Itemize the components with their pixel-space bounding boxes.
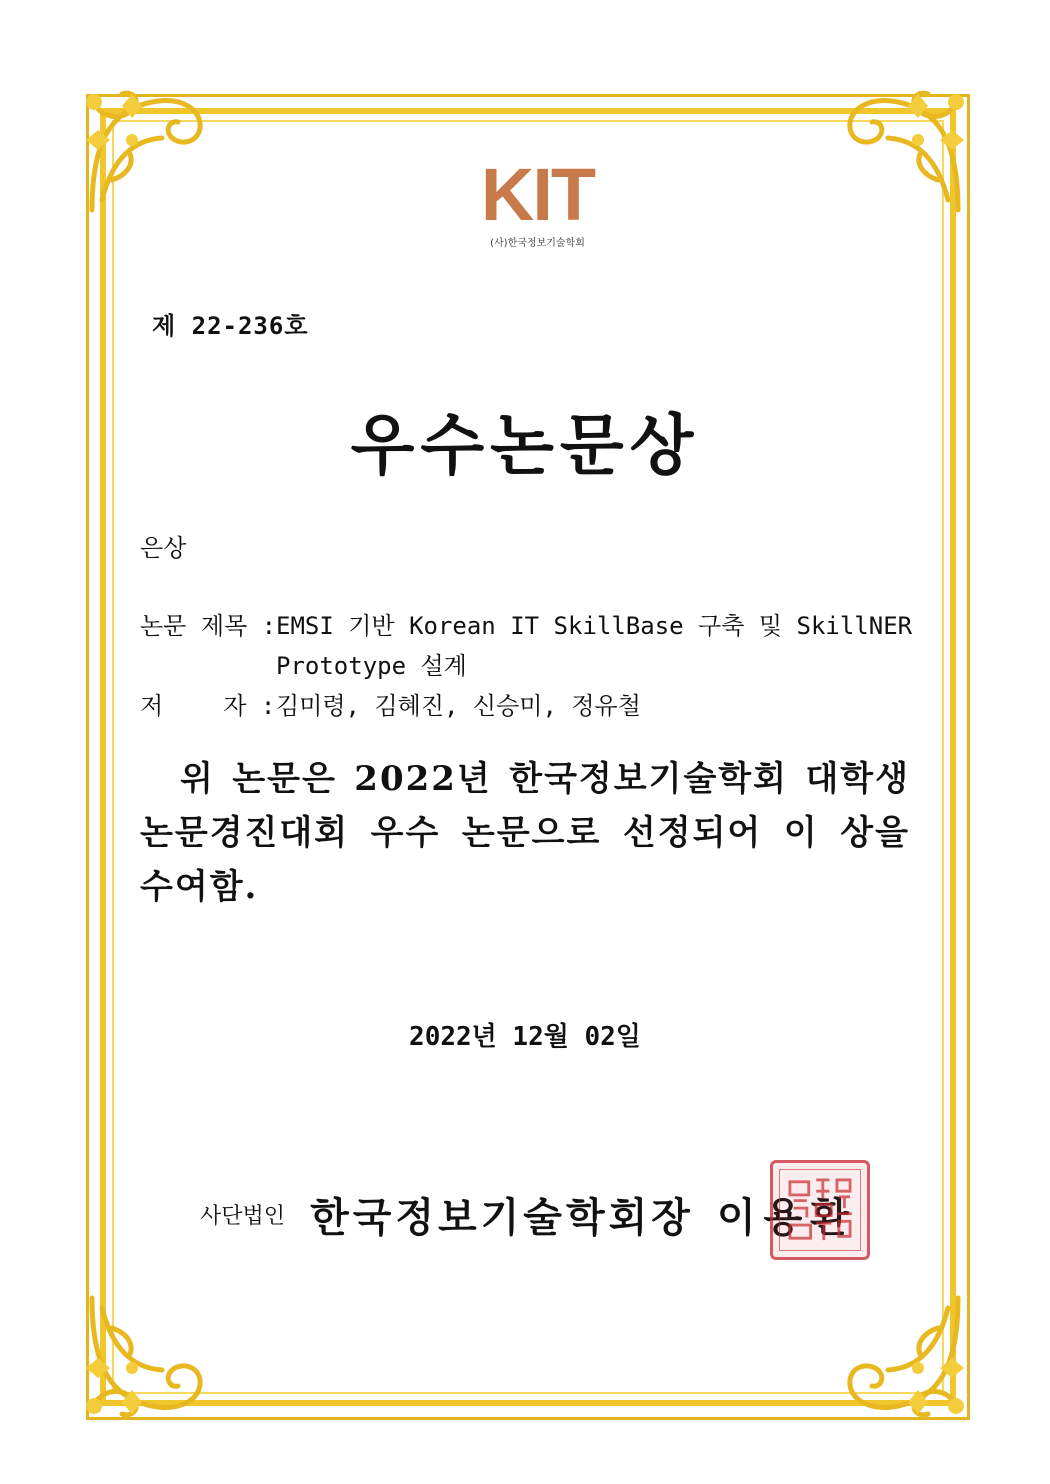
corner-ornament-top-left xyxy=(72,80,222,230)
authors-label-second: 자 : xyxy=(223,692,276,720)
paper-title-label: 논문 제목 : xyxy=(140,612,277,640)
signature-line xyxy=(200,1186,857,1243)
logo-mark: KIT xyxy=(480,153,595,236)
award-date: 2022년 12월 02일 xyxy=(409,1022,641,1052)
logo-subtitle: (사)한국정보기술학회 xyxy=(490,238,585,249)
certificate-title: 우수논문상 xyxy=(350,406,700,484)
corner-ornament-bottom-right xyxy=(828,1278,978,1428)
signature-prefix: 사단법인 xyxy=(200,1204,286,1229)
kit-logo xyxy=(470,153,605,258)
official-seal-stamp xyxy=(770,1160,870,1260)
authors-label xyxy=(140,686,275,721)
paper-title: EMSI 기반 Korean IT SkillBase 구축 및 SkillNER Prototype 설계 xyxy=(276,612,913,680)
corner-ornament-bottom-left xyxy=(72,1278,222,1428)
author-names: 김미령, 김혜진, 신승미, 정유철 xyxy=(276,692,641,720)
signature-organization: 한국정보기술학회장 xyxy=(310,1194,694,1241)
authors-label-first: 저 xyxy=(140,692,164,720)
award-grade: 은상 xyxy=(140,534,187,562)
signature-name: 이용환 xyxy=(716,1194,857,1241)
award-statement: 위 논문은 2022년 한국정보기술학회 대학생 논문경진대회 우수 논문으로 선정되어 이 상을 수여함. xyxy=(140,759,910,907)
corner-ornament-top-right xyxy=(828,80,978,230)
certificate-number: 제 22-236호 xyxy=(152,312,309,340)
